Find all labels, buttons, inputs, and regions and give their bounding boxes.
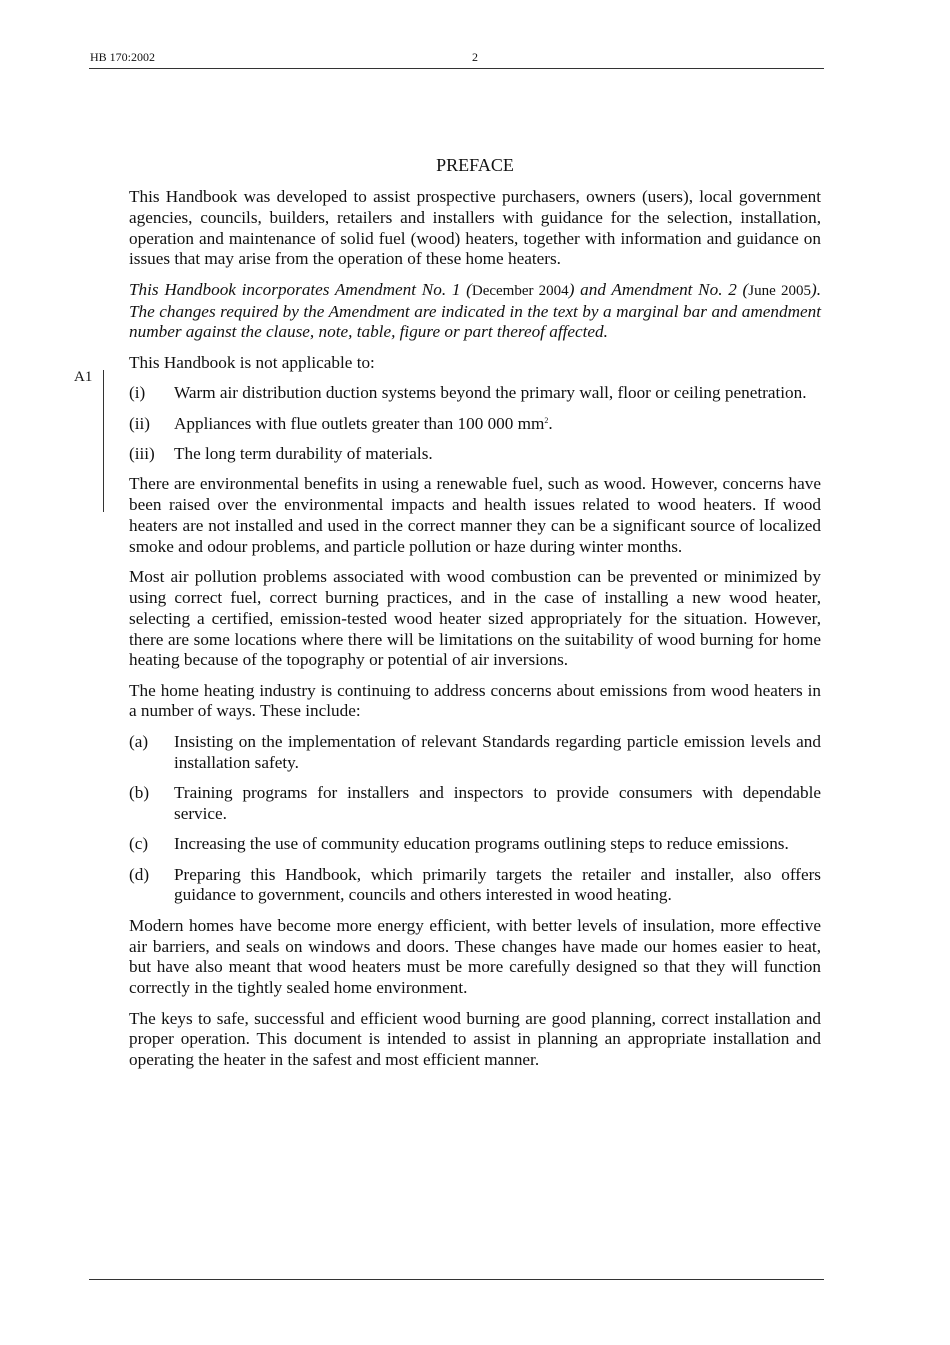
environment-paragraph: There are environmental benefits in using a renewable fuel, such as wood. However, concerns have been raised over the environmental impacts and health issues related to wood heaters. If wood heaters are not installed and used in the correct manner they can be a significant source of localized smoke and odour problems, and particle pollution or haze during winter months. [129,474,821,556]
list-item-text-main: Appliances with flue outlets greater than 100 000 mm [174,413,545,433]
industry-list [129,732,821,906]
intro-paragraph: This Handbook was developed to assist prospective purchasers, owners (users), local government agencies, councils, builders, retailers and installers with guidance for the selection, installation, operation and maintenance of solid fuel (wood) heaters, together with information and guidance on issues that may arise from the operation of these home heaters. [129,187,821,269]
list-item-text: Warm air distribution duction systems beyond the primary wall, floor or ceiling penetration. [174,383,807,403]
list-item-number: (d) [129,864,150,884]
superscript: 2 [544,415,549,425]
not-applicable-intro: This Handbook is not applicable to: [129,352,375,372]
amendment-note-part2: ) and Amendment No. 2 ( [568,279,749,299]
amendment-note [129,280,821,343]
list-item-number: (ii) [129,413,150,433]
list-item [129,444,821,465]
page-header [89,50,824,69]
list-item-number: (b) [129,783,150,803]
modern-homes-paragraph: Modern homes have become more energy efficient, with better levels of insulation, more effective air barriers, and seals on windows and doors. These changes have made our homes easier to heat, but have also meant that wood heaters must be more carefully designed so that they will function correctly in the tightly sealed home environment. [129,915,821,998]
not-applicable-list [129,383,821,465]
pollution-paragraph: Most air pollution problems associated with wood combustion can be prevented or minimized by using correct fuel, correct burning practices, and in the case of installing a new wood heater, selecting a certified, emission-tested wood heater sized appropriately for the situation. However, there are some locations where there will be limitations on the suitability of wood burning for home heating because of the topography or potential of air inversions. [129,567,821,670]
keys-paragraph: The keys to safe, successful and efficient wood burning are good planning, correct installation and proper operation. This document is intended to assist in planning an appropriate installation and operating the heater in the safest and most efficient manner. [129,1008,821,1070]
list-item-number: (i) [129,383,146,403]
page-number: 2 [472,50,478,64]
amendment-note-part1: This Handbook incorporates Amendment No. 1 ( [129,279,472,299]
list-item-text: Preparing this Handbook, which primarily targets the retailer and installer, also offers guidance to government, councils and others interested in wood heating. [174,864,821,905]
list-item-text [174,414,821,435]
amendment-margin-label: A1 [74,369,93,385]
amendment-note-part3: ). The changes required by the Amendment are indicated in the text by a marginal bar and amendment number against the clause, note, table, figure or part thereof affected. [129,279,821,342]
preface-body [129,187,821,1081]
list-item-number: (iii) [129,443,155,463]
amendment-margin-bar [103,370,104,512]
list-item [129,414,821,435]
industry-paragraph: The home heating industry is continuing to address concerns about emissions from wood heaters in a number of ways. These include: [129,680,821,721]
amendment-date-1: December 2004 [471,282,569,299]
list-item-text: Insisting on the implementation of relevant Standards regarding particle emission levels and installation safety. [174,731,821,772]
list-item-text: Training programs for installers and inspectors to provide consumers with dependable service. [174,783,821,823]
footer-rule [89,1279,824,1280]
list-item [129,865,821,907]
list-item-number: (c) [129,834,149,854]
amendment-date-2: June 2005 [748,282,811,299]
list-item [129,783,821,825]
document-id: HB 170:2002 [90,50,156,64]
page-title: PREFACE [436,155,514,175]
list-item [129,834,821,855]
list-item [129,732,821,774]
list-item-text: Increasing the use of community education programs outlining steps to reduce emissions. [174,834,789,854]
list-item-suffix: . [548,413,553,433]
list-item-number: (a) [129,731,149,751]
list-item-text: The long term durability of materials. [174,443,433,463]
list-item [129,383,821,404]
